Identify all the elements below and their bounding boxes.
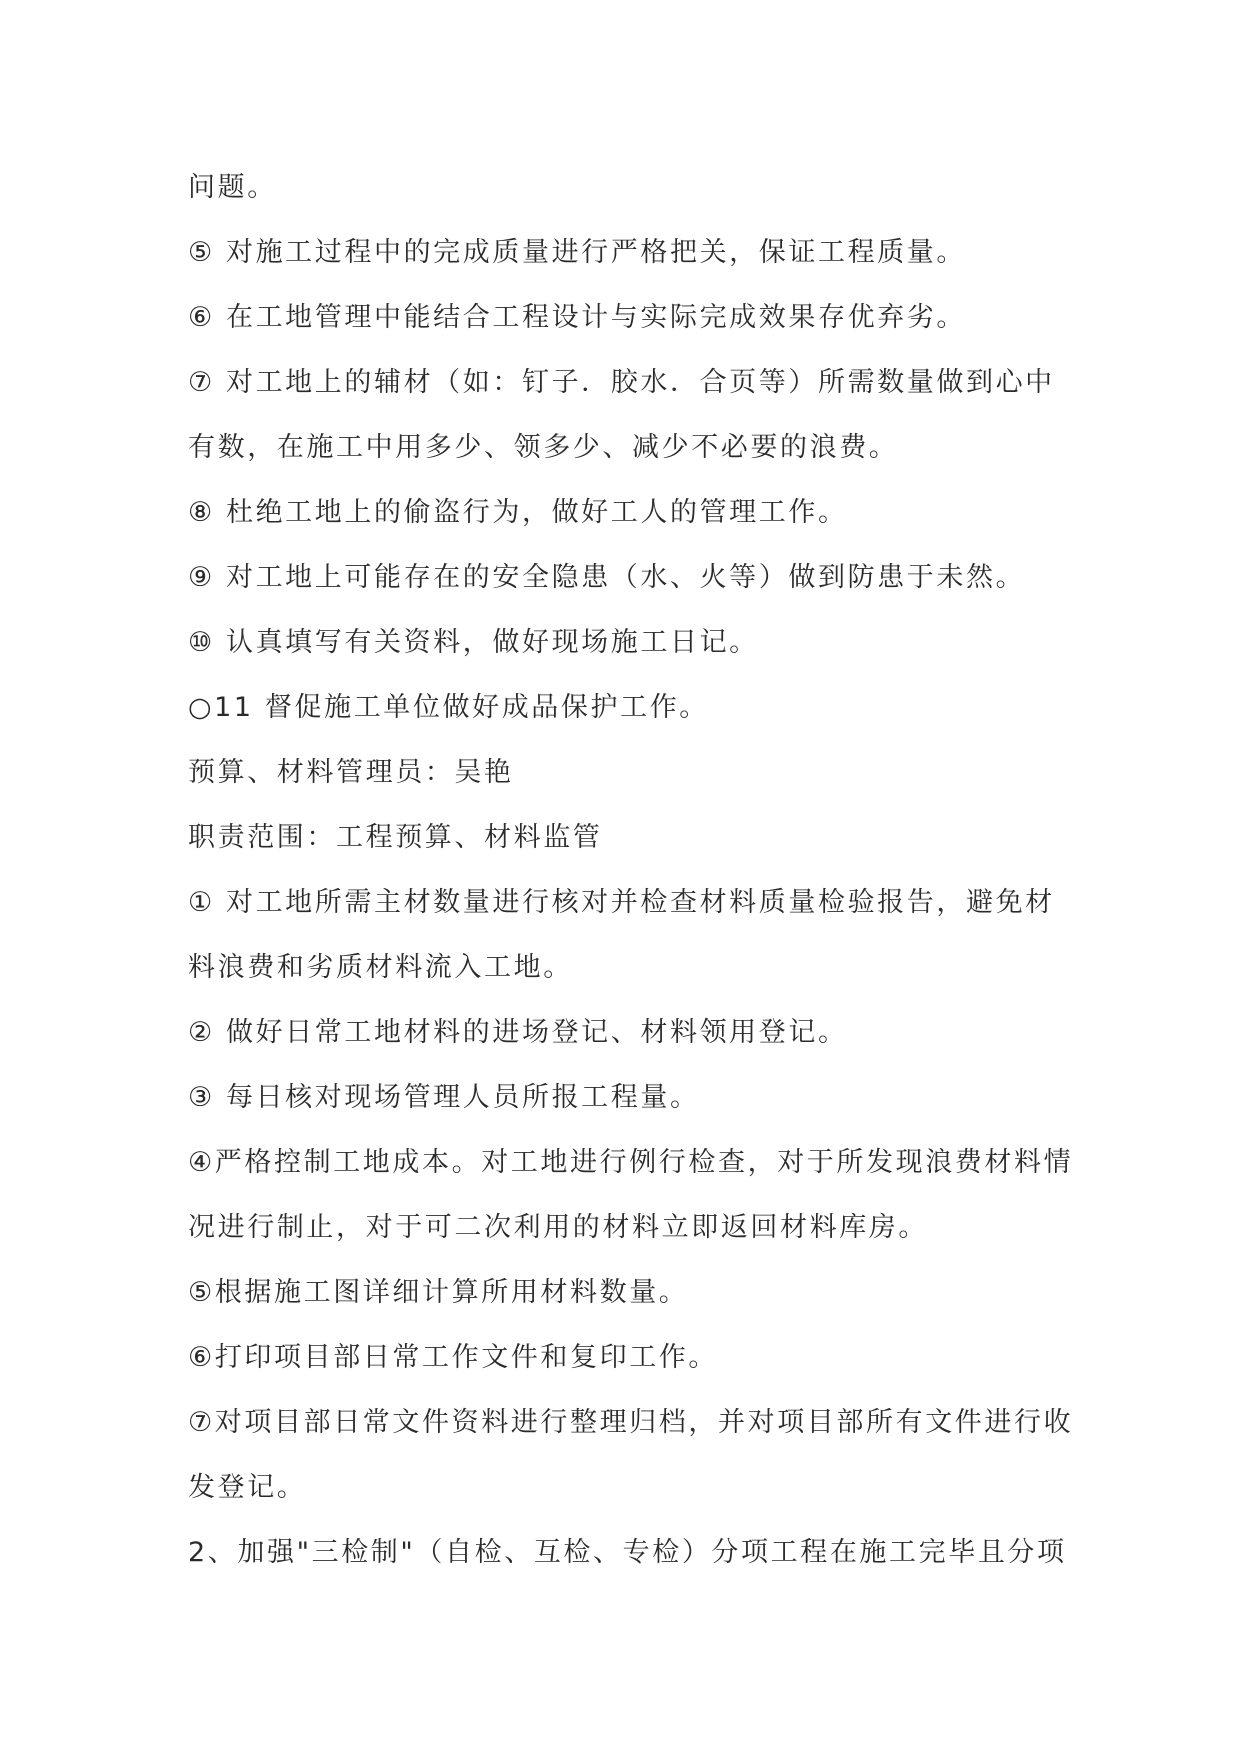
text-line-7: ⑨ 对工地上可能存在的安全隐患（水、火等）做到防患于未然。 bbox=[188, 562, 1026, 593]
text-line-10: 预算、材料管理员：吴艳 bbox=[188, 757, 514, 788]
text-line-22: 2、加强"三检制"（自检、互检、专检）分项工程在施工完毕且分项 bbox=[188, 1537, 1067, 1568]
text-line-14: ② 做好日常工地材料的进场登记、材料领用登记。 bbox=[188, 1017, 848, 1048]
text-line-21: 发登记。 bbox=[188, 1472, 307, 1503]
text-line-20: ⑦对项目部日常文件资料进行整理归档，并对项目部所有文件进行收 bbox=[188, 1407, 1074, 1438]
text-line-4: ⑦ 对工地上的辅材（如：钉子．胶水．合页等）所需数量做到心中 bbox=[188, 367, 1055, 398]
text-line-5: 有数，在施工中用多少、领多少、减少不必要的浪费。 bbox=[188, 432, 899, 463]
text-line-15: ③ 每日核对现场管理人员所报工程量。 bbox=[188, 1082, 700, 1113]
text-line-9: ○11 督促施工单位做好成品保护工作。 bbox=[188, 692, 709, 723]
document-page bbox=[188, 155, 1074, 1585]
text-line-1: 问题。 bbox=[188, 172, 277, 203]
text-line-6: ⑧ 杜绝工地上的偷盗行为，做好工人的管理工作。 bbox=[188, 497, 848, 528]
text-line-17: 况进行制止，对于可二次利用的材料立即返回材料库房。 bbox=[188, 1212, 928, 1243]
text-line-3: ⑥ 在工地管理中能结合工程设计与实际完成效果存优弃劣。 bbox=[188, 302, 966, 333]
text-line-8: ⑩ 认真填写有关资料，做好现场施工日记。 bbox=[188, 627, 759, 658]
text-line-18: ⑤根据施工图详细计算所用材料数量。 bbox=[188, 1277, 689, 1308]
text-line-19: ⑥打印项目部日常工作文件和复印工作。 bbox=[188, 1342, 719, 1373]
text-line-2: ⑤ 对施工过程中的完成质量进行严格把关，保证工程质量。 bbox=[188, 237, 966, 268]
text-line-16: ④严格控制工地成本。对工地进行例行检查，对于所发现浪费材料情 bbox=[188, 1147, 1074, 1178]
text-line-11: 职责范围：工程预算、材料监管 bbox=[188, 822, 603, 853]
text-line-13: 料浪费和劣质材料流入工地。 bbox=[188, 952, 573, 983]
text-line-12: ① 对工地所需主材数量进行核对并检查材料质量检验报告，避免材 bbox=[188, 887, 1055, 918]
